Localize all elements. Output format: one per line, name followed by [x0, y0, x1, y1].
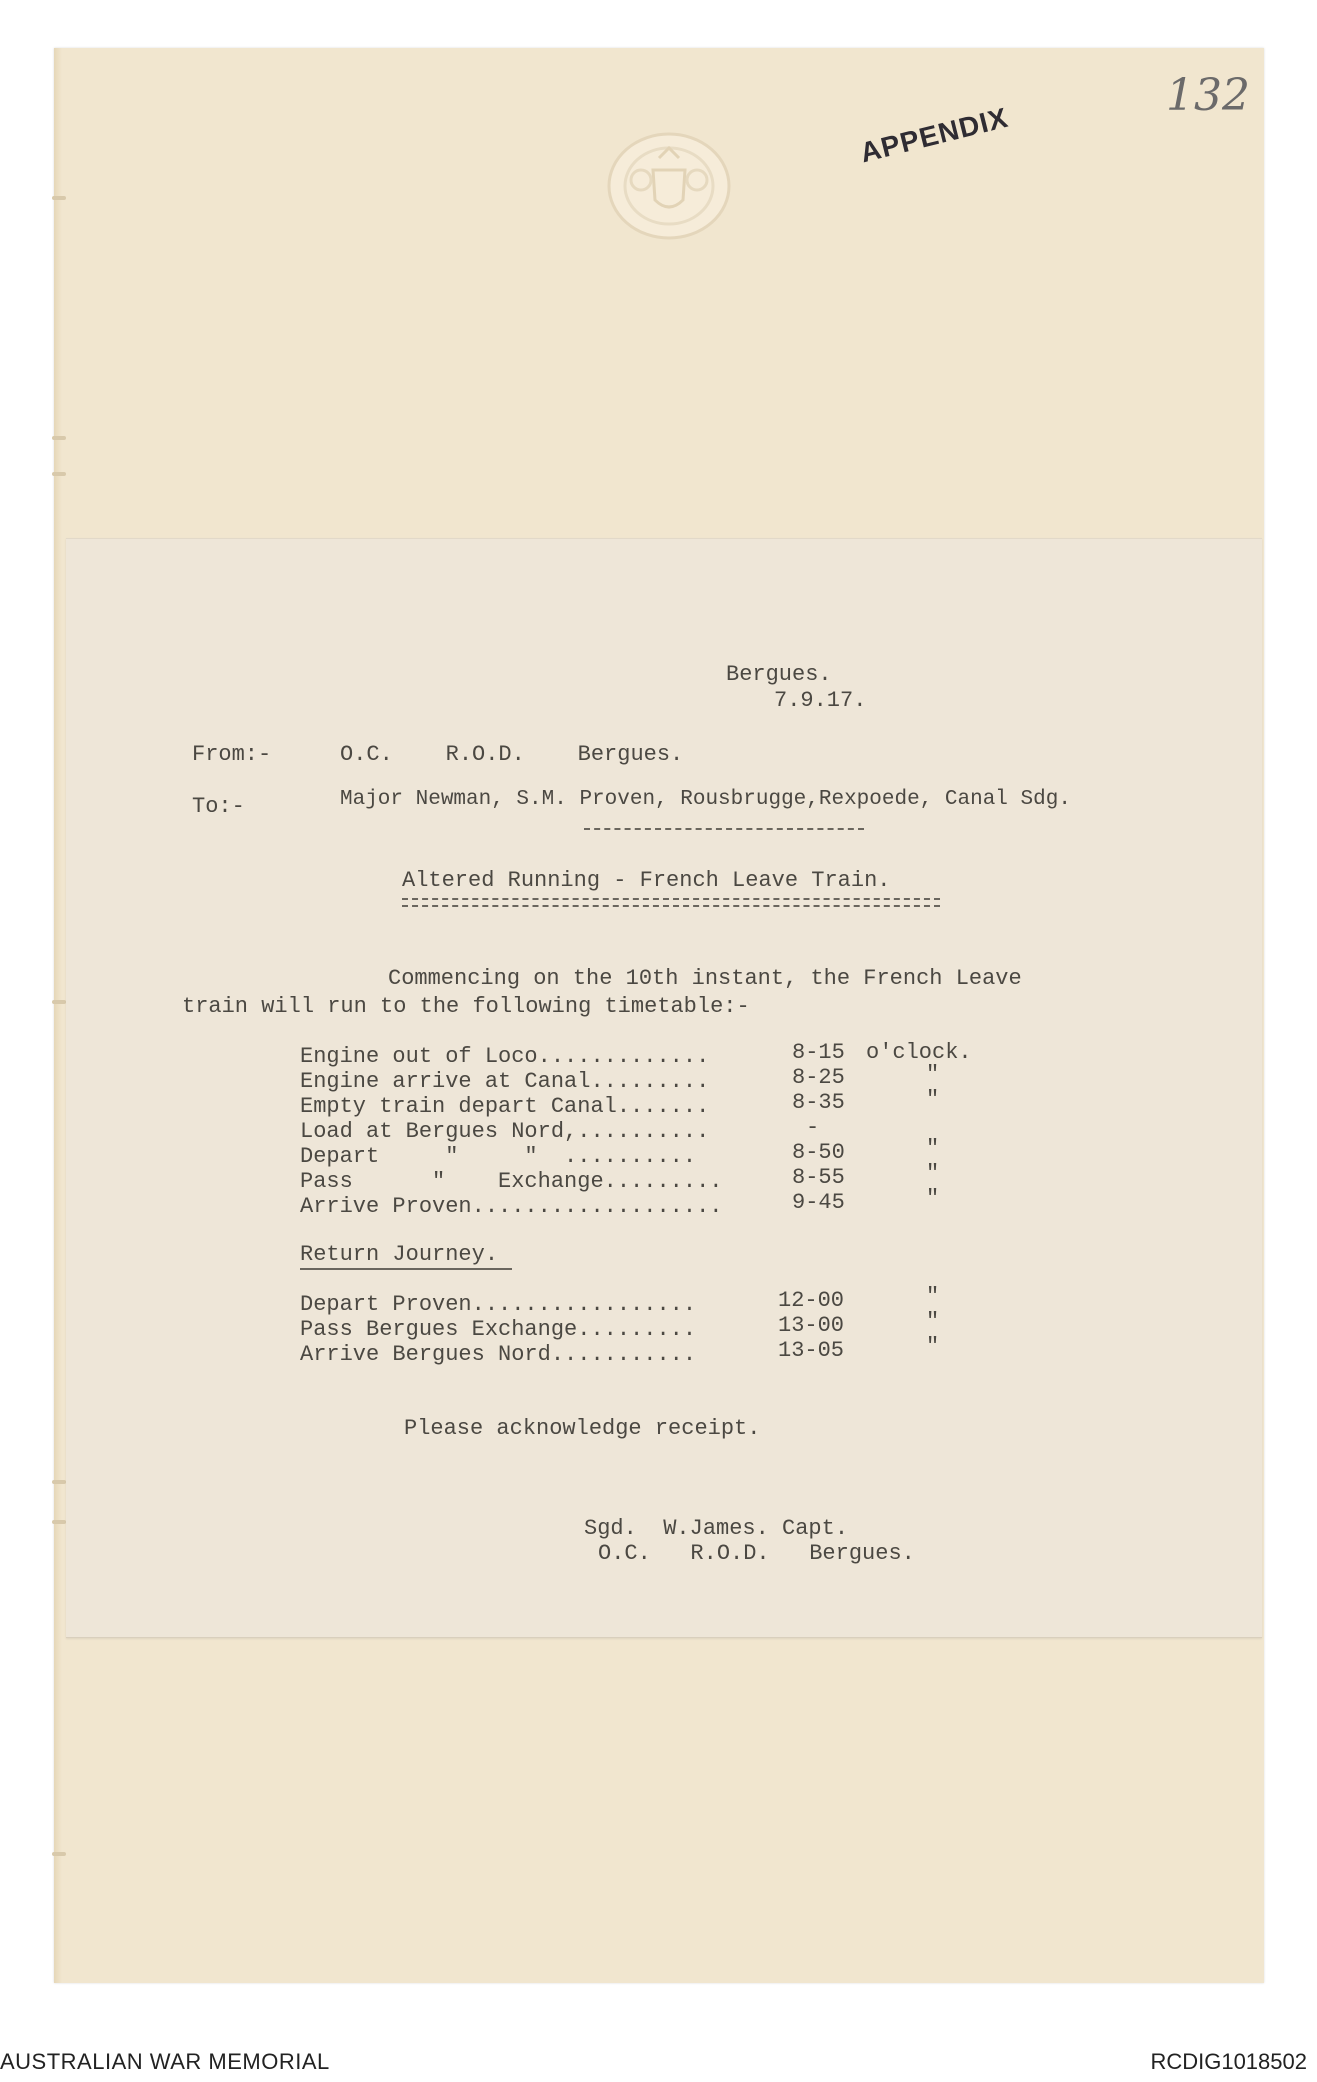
to-underline — [584, 828, 864, 830]
timetable-row-time: 8-25 — [792, 1065, 845, 1090]
intro-line-1: Commencing on the 10th instant, the French Leave — [388, 966, 1022, 991]
punch-mark — [52, 1520, 66, 1524]
timetable-row-time: 8-35 — [792, 1090, 845, 1115]
return-heading: Return Journey. — [300, 1242, 499, 1267]
timetable-row-label: Pass " Exchange......... — [300, 1169, 723, 1194]
punch-mark — [52, 1852, 66, 1856]
punch-mark — [52, 1000, 66, 1004]
memo-date: 7.9.17. — [774, 688, 867, 713]
timetable-row-unit: " — [926, 1309, 940, 1334]
signature-line-1: Sgd. W.James. Capt. — [584, 1516, 849, 1541]
timetable-row-time: 13-05 — [778, 1338, 845, 1363]
timetable-row-label: Engine arrive at Canal......... — [300, 1069, 710, 1094]
timetable-row-label: Engine out of Loco............. — [300, 1044, 710, 1069]
timetable-row-time: 12-00 — [778, 1288, 845, 1313]
footer-record-id: RCDIG1018502 — [1150, 2049, 1307, 2074]
from-label: From:- — [192, 742, 272, 767]
intro-line-2: train will run to the following timetable:- — [182, 994, 750, 1019]
timetable-row-label: Arrive Bergues Nord........... — [300, 1342, 697, 1367]
timetable-row-label: Depart Proven................. — [300, 1292, 697, 1317]
closing-request: Please acknowledge receipt. — [404, 1416, 761, 1441]
timetable-row-unit: " — [926, 1087, 940, 1112]
appendix-stamp: APPENDIX — [857, 101, 1012, 169]
page-edge — [54, 48, 62, 1983]
folio-number: 132 — [1166, 70, 1250, 121]
timetable-row-label: Arrive Proven................... — [300, 1194, 723, 1219]
punch-mark — [52, 436, 66, 440]
timetable-row-time: 8-55 — [792, 1165, 845, 1190]
timetable-row-time: 13-00 — [778, 1313, 845, 1338]
signature-line-2: O.C. R.O.D. Bergues. — [598, 1541, 915, 1566]
punch-mark — [52, 1480, 66, 1484]
return-heading-underline — [300, 1268, 512, 1270]
punch-mark — [52, 472, 66, 476]
timetable-row-unit: " — [926, 1062, 940, 1087]
to-label: To:- — [192, 794, 245, 819]
timetable-row-unit: o'clock. — [866, 1040, 972, 1065]
footer-institution: AUSTRALIAN WAR MEMORIAL — [0, 2049, 330, 2074]
memo-subject: Altered Running - French Leave Train. — [402, 868, 891, 893]
timetable-row-unit: " — [926, 1136, 940, 1161]
timetable-row-label: Pass Bergues Exchange......... — [300, 1317, 697, 1342]
timetable-row-unit: " — [926, 1334, 940, 1359]
punch-mark — [52, 196, 66, 200]
timetable-row-time: 8-15 — [792, 1040, 845, 1065]
timetable-row-unit: " — [926, 1186, 940, 1211]
timetable-row-time: 9-45 — [792, 1190, 845, 1215]
from-value: O.C. R.O.D. Bergues. — [340, 742, 684, 767]
timetable-row-time: 8-50 — [792, 1140, 845, 1165]
timetable-row-label: Depart " " .......... — [300, 1144, 697, 1169]
memo-place: Bergues. — [726, 662, 832, 687]
embossed-crest-icon — [603, 130, 735, 242]
timetable-row-unit: " — [926, 1284, 940, 1309]
timetable-row-unit: " — [926, 1161, 940, 1186]
timetable-row-label: Load at Bergues Nord,.......... — [300, 1119, 710, 1144]
timetable-row-label: Empty train depart Canal....... — [300, 1094, 710, 1119]
to-value: Major Newman, S.M. Proven, Rousbrugge,Rexpoede, Canal Sdg. — [340, 788, 1071, 811]
timetable-row-time: - — [806, 1115, 820, 1140]
subject-double-underline — [402, 898, 940, 907]
